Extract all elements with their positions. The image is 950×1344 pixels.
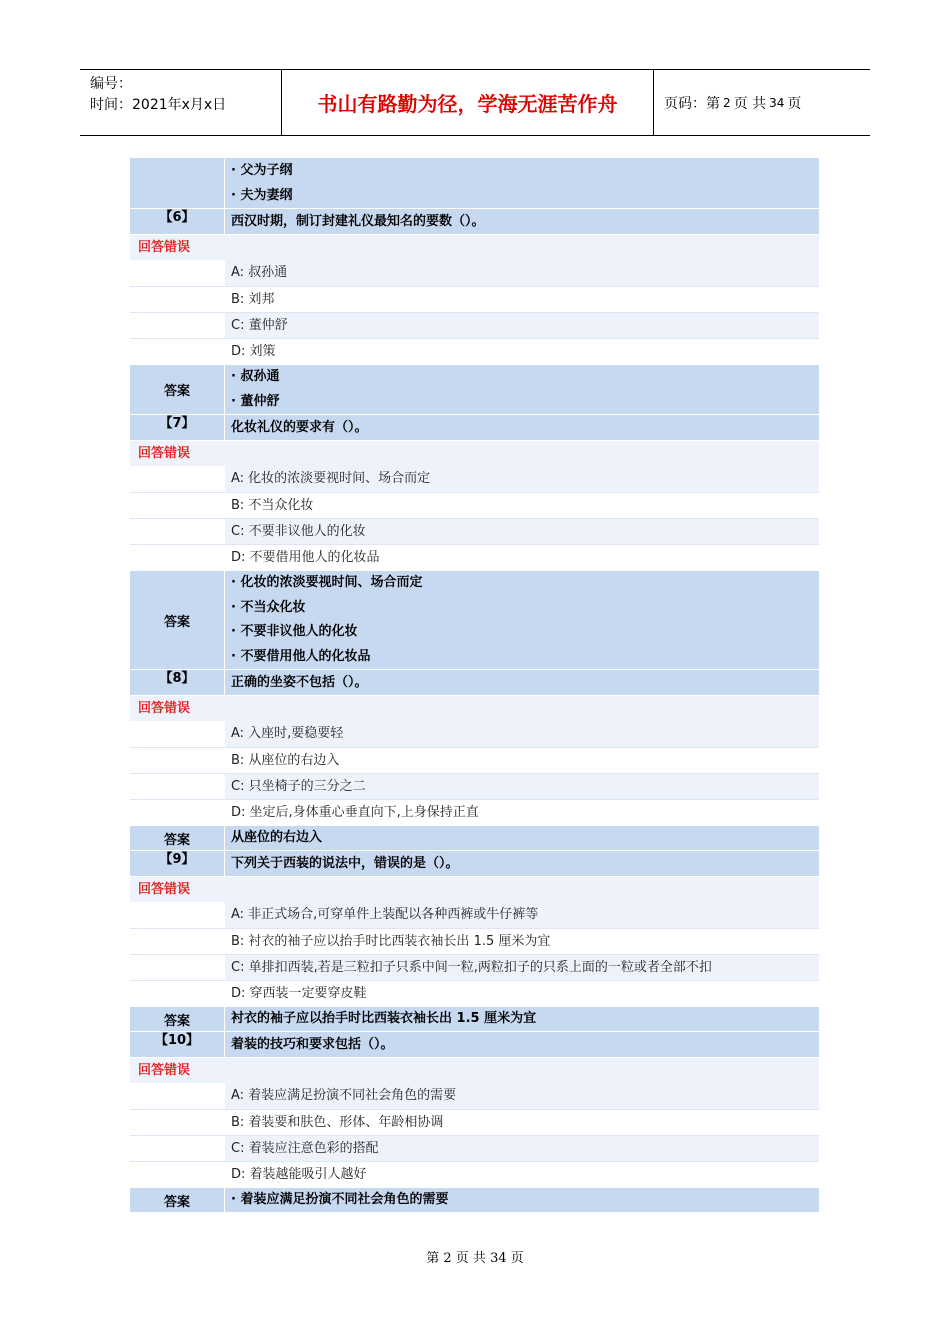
option-text: C: 只坐椅子的三分之二	[225, 774, 819, 799]
option-text: A: 非正式场合,可穿单件上装配以各种西裤或牛仔裤等	[225, 902, 819, 928]
option-row	[130, 1109, 819, 1135]
page-mid: 页 共	[733, 95, 767, 112]
question-row	[130, 850, 819, 876]
option-text: B: 从座位的右边入	[225, 748, 819, 773]
result-status: 回答错误	[138, 700, 191, 716]
option-row	[130, 980, 819, 1006]
question-number: 【7】	[130, 415, 225, 440]
result-row	[130, 695, 819, 721]
page-total: 34	[769, 95, 785, 110]
footer-mid: 页 共	[455, 1251, 486, 1266]
answer-row	[130, 570, 819, 669]
answer-item: · 着装应满足扮演不同社会角色的需要	[231, 1192, 449, 1207]
result-status: 回答错误	[138, 239, 191, 255]
option-text: C: 单排扣西装,若是三粒扣子只系中间一粒,两粒扣子的只系上面的一粒或者全部不扣	[225, 955, 819, 980]
result-row	[130, 1057, 819, 1083]
answer-item: · 父为子纲	[231, 163, 293, 178]
question-text: 化妆礼仪的要求有（）。	[231, 420, 368, 435]
result-status: 回答错误	[138, 881, 191, 897]
answer-content	[225, 1007, 819, 1031]
result-row	[130, 440, 819, 466]
option-row	[130, 721, 819, 747]
answer-item: 衬衣的袖子应以抬手时比西装衣袖长出 1.5 厘米为宜	[231, 1011, 537, 1026]
page-header	[80, 69, 870, 136]
result-row	[130, 876, 819, 902]
option-text: A: 着装应满足扮演不同社会角色的需要	[225, 1083, 819, 1109]
option-text: D: 不要借用他人的化妆品	[225, 545, 819, 570]
answer-item: · 化妆的浓淡要视时间、场合而定	[231, 575, 423, 590]
question-number: 【9】	[130, 851, 225, 876]
question-number: 【6】	[130, 209, 225, 234]
question-row	[130, 669, 819, 695]
question-table	[130, 158, 819, 1212]
question-row	[130, 414, 819, 440]
header-meta	[80, 70, 282, 135]
option-text: B: 着装要和肤色、形体、年龄相协调	[225, 1110, 819, 1135]
question-number: 【8】	[130, 670, 225, 695]
question-text: 正确的坐姿不包括（）。	[231, 675, 368, 690]
option-text: D: 穿西装一定要穿皮鞋	[225, 981, 819, 1006]
option-row	[130, 260, 819, 286]
option-text: B: 不当众化妆	[225, 493, 819, 518]
option-text: D: 着装越能吸引人越好	[225, 1162, 819, 1187]
answer-item: · 不要借用他人的化妆品	[231, 648, 371, 664]
result-row	[130, 234, 819, 260]
option-row	[130, 928, 819, 954]
answer-item: 从座位的右边入	[231, 830, 323, 845]
date-label: 时间：	[90, 97, 132, 113]
page-suffix: 页	[787, 95, 802, 112]
page-number: 2	[723, 95, 731, 110]
answer-content	[225, 826, 819, 850]
question-text: 着装的技巧和要求包括（）。	[231, 1037, 394, 1052]
answer-label: 答案	[130, 1007, 225, 1031]
answer-row	[130, 1006, 819, 1031]
answer-item: · 不要非议他人的化妆	[231, 624, 358, 639]
answer-row	[130, 1187, 819, 1212]
result-status: 回答错误	[138, 1062, 191, 1078]
option-row	[130, 799, 819, 825]
answer-item: · 夫为妻纲	[231, 187, 293, 203]
option-row	[130, 338, 819, 364]
option-text: A: 化妆的浓淡要视时间、场合而定	[225, 466, 819, 492]
answer-content	[225, 1188, 819, 1212]
date-value: 2021年x月x日	[132, 97, 227, 113]
date-line	[90, 95, 281, 116]
answer-item: · 叔孙通	[231, 369, 280, 384]
option-row	[130, 902, 819, 928]
option-row	[130, 286, 819, 312]
question-text: 西汉时期，制订封建礼仪最知名的要数（）。	[231, 214, 485, 229]
answer-label: 答案	[130, 571, 225, 669]
answer-item: · 董仲舒	[231, 393, 280, 409]
option-row	[130, 312, 819, 338]
option-row	[130, 773, 819, 799]
option-text: C: 董仲舒	[225, 313, 819, 338]
question-text: 下列关于西装的说法中，错误的是（）。	[231, 856, 459, 871]
option-row	[130, 1161, 819, 1187]
answer-label: 答案	[130, 1188, 225, 1212]
answer-content	[225, 365, 819, 414]
page-prefix: 页码：第	[664, 95, 720, 112]
code-label: 编号：	[90, 76, 132, 92]
footer-suffix: 页	[510, 1251, 524, 1266]
footer-prefix: 第	[426, 1251, 440, 1266]
option-text: C: 不要非议他人的化妆	[225, 519, 819, 544]
option-row	[130, 544, 819, 570]
answer-content	[225, 571, 819, 669]
option-text: A: 叔孙通	[225, 260, 819, 286]
option-text: C: 着装应注意色彩的搭配	[225, 1136, 819, 1161]
answer-label: 答案	[130, 365, 225, 414]
question-row	[130, 208, 819, 234]
option-text: D: 刘策	[225, 339, 819, 364]
answer-label: 答案	[130, 826, 225, 850]
option-row	[130, 954, 819, 980]
option-row	[130, 747, 819, 773]
option-row	[130, 1083, 819, 1109]
option-text: B: 刘邦	[225, 287, 819, 312]
question-row	[130, 1031, 819, 1057]
result-status: 回答错误	[138, 445, 191, 461]
option-row	[130, 466, 819, 492]
page-footer	[0, 1247, 950, 1266]
option-text: A: 入座时,要稳要轻	[225, 721, 819, 747]
option-text: B: 衬衣的袖子应以抬手时比西装衣袖长出 1.5 厘米为宜	[225, 929, 819, 954]
footer-page: 2	[443, 1251, 452, 1266]
motto: 书山有路勤为径，学海无涯苦作舟	[282, 70, 654, 135]
header-page-info	[654, 70, 870, 135]
answer-row	[130, 364, 819, 414]
question-number: 【10】	[130, 1032, 225, 1057]
option-text: D: 坐定后,身体重心垂直向下,上身保持正直	[225, 800, 819, 825]
option-row	[130, 1135, 819, 1161]
answer-item: · 不当众化妆	[231, 599, 306, 615]
option-row	[130, 518, 819, 544]
option-row	[130, 492, 819, 518]
answer-row	[130, 825, 819, 850]
answer-row-prev	[130, 158, 819, 208]
footer-total: 34	[490, 1251, 507, 1266]
